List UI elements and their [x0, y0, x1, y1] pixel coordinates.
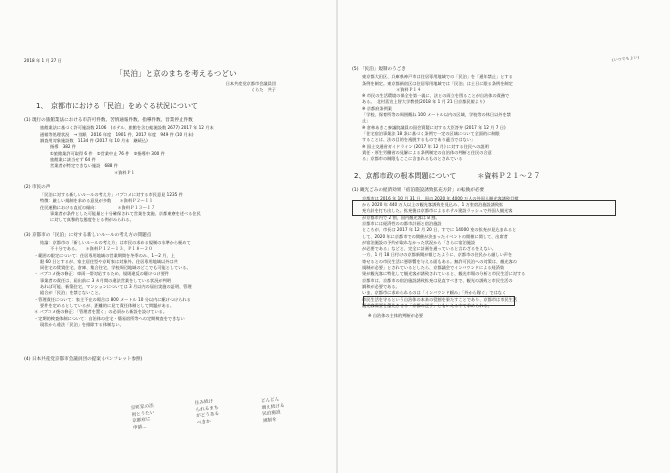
- s3-line: 要件を定めるとしているが、距離的に見て責任体制として問題がある。: [40, 302, 175, 308]
- s5-line: 東京都大田区、兵庫県神戸市は住居専用地域での「民泊」を「通年禁止」とする: [362, 74, 513, 80]
- r1-line: 規制が必要」とされているとしたら、京都議会でインバウンドによる経済効: [362, 265, 505, 271]
- r1-line: ところが、市長は 2017 年 12 月 20 日、すでに 14000 室の拡充が見込まれると: [362, 227, 517, 233]
- r1-line: して、2020 年に京都市での開催が決まったイベントの開催に関して、出席者: [362, 233, 508, 239]
- s3-line: 事業者の責任は、届出前に 3 カ月間の違法営業をしている状況が判明: [40, 277, 171, 283]
- s3-line: 不十分である。 ＊資料Ｐ１２～１３、Ｐ１８～２０: [50, 246, 153, 252]
- s1-line: 営業者が特定できない施設 688 件: [50, 163, 118, 169]
- s2-line: 住民運動における直近の傾向： ＊資料Ｐ１３～１７: [40, 204, 156, 210]
- r1-line: が宿泊施設の予約が取れなかった状況から「さらに宿泊施設: [362, 239, 476, 245]
- section-1-heading: 1、 京都市における「民泊」をめぐる状況について: [36, 102, 198, 111]
- r1-line: 京都市は 2016 年 10 月 31 日、国の 2020 年 4000 万人の外国人観光客誘致目標: [362, 195, 519, 201]
- handwritten-note: どんどん 増え続ける 民泊施設 規制を: [260, 397, 285, 424]
- r1-line: いま、京都市に求められるのは「インバウンド頼み」「外から稼ぐ」ではなく: [362, 290, 507, 296]
- s1-line: 調査用対象施設数 1134 件 (2017 年 10 月末 継続込): [40, 138, 148, 144]
- s3-line: 組合が「民泊」を禁じないこと。: [40, 290, 103, 296]
- s5-line: ※ 倉林あきこ参議院議員の国会質疑に対する大臣答弁 (2017 年 12 月 7 日): [362, 124, 506, 130]
- s1-line: 旅館業法に基づく許可施設数 2106 (ホテル、旅館を含む総施設数 2677) 2017 年 12 月末: [40, 125, 214, 131]
- s5-line: することは、法の目的を逸脱するものであり適当ではない」: [362, 137, 476, 143]
- s3-line: ・定期的検査体制について：自治体の住宅・簡易宿所等への定期検査をできない: [34, 315, 185, 321]
- s3-line: ・範囲の限定について：住居専用地域の営業期間を冬季のみ、1～2 月、上: [34, 252, 175, 258]
- author-name: くらた 共子: [250, 86, 276, 92]
- s2-line: に対して真摯的な態度をとる例がみられる。: [50, 217, 134, 223]
- s2-line: 特徴：厳しい規制を求める意見が多数 ＊資料Ｐ２～１１: [40, 198, 154, 204]
- r1-line: 市民生活を守るという自治体の本来の役割を果たすことであり、京都市は市民生活: [362, 296, 517, 302]
- s2-heading: (2) 市民の声: [24, 184, 51, 190]
- s3-line: あれば可能、新築住宅、マンションについては 3 月以内の届出実施の証明、管理: [40, 284, 192, 290]
- s3-line: 同住宅の賃貸住宅、倉庫、集合住宅、学校周辺地域のどこでも可能としている。: [40, 265, 191, 271]
- s5-ref: ＊資料Ｐ１４: [396, 86, 422, 92]
- s5-line: 「住宅宿泊事業法 18 条に基づく条例で一定の区域について全面的に制限: [362, 130, 500, 136]
- s5-line: ※ 京都府条例案: [362, 105, 392, 111]
- r1-line: 果が観光客に特化して観光客が誘致されていると、観光市場の分析と市民生活に対する: [362, 271, 526, 277]
- s3-heading: (3) 京都市の「民泊」に対する新しいルールの考え方の問題点: [24, 232, 152, 238]
- s2-line: 事業者が条件とした可能量と十分確保されて営業を実施、京都東寮を述べる住民: [50, 211, 201, 217]
- section-2-heading: 2、京都市政の根本問題について ＊資料Ｐ２１～２７: [354, 172, 541, 181]
- highlight-box: [363, 296, 515, 306]
- s5-line: る」京都市の制限もここに含まれるものとされている: [362, 156, 463, 162]
- r1-line: 京都市は、京都市の宿泊施設誘致拡充は見直すべきで、観光の誘致と市民生活の: [362, 277, 513, 283]
- s1-line: 旅館業に該当せず 64 件: [50, 156, 96, 162]
- s4-heading: (4) 日本共産党京都市会議員団の提案 (パンフレット参照): [24, 357, 143, 363]
- s3-line: ・ パブコメ後の修正：車両一帯対応するため、規則違反の駆けつけ要件: [34, 271, 169, 277]
- r1-heading: (1) 観光ごみの経済効果「宿泊施設誘致拡充方針」の転換が必要: [352, 188, 485, 194]
- s3-line: ＊ パブコメ後の修正：「管理者を置く」の必須から新設を設けている。: [34, 309, 168, 315]
- s1-heading: (1) 現行の旅館業法における市許可件数、苦情通報件数、指導件数、営業停止件数: [24, 118, 193, 124]
- s5-heading: (5) 「民泊」規制のうごき: [352, 67, 406, 72]
- r1-line: 調和が必要である。: [362, 283, 400, 289]
- document-title: 「民泊」と京のまちを考えるつどい: [115, 69, 237, 78]
- s3-line: 限 60 日とするが、家主居住型や京町家は対象外。住居専用地域以外は共: [40, 258, 178, 264]
- r1-line: 充方針を打ち出した。拡充後は京都市によるホテル建設ラッシュで外国人観光客: [362, 208, 513, 214]
- handwritten-note: 京町家の活 用とうたい 京都府に 申請…: [130, 403, 155, 431]
- right-page: [338, 0, 670, 473]
- s5-line: 「学校、保育所等の周囲概ね 100 メートル以内の区域、学校等の休日以外を禁: [362, 112, 511, 118]
- handwritten-note: (いつでもよい): [611, 54, 640, 63]
- r1-line: が必要である」などと、完全に計画を通っていると言わざるをえない。: [362, 246, 497, 252]
- s1-line: 指導 382 件: [50, 144, 77, 150]
- r1-line: 一方、1 月 18 日付けの京都新聞が報じたように、京都市の住民から厳しい声を: [362, 252, 513, 258]
- r1-line: 観光客需要を優先させる「京都の逆手」ともいえる中で求められる。: [362, 302, 492, 308]
- s2-line: 「民泊に対する新しいルールの考え方」パブコメに対する市民意見 1235 件: [40, 192, 183, 198]
- s3-line: 現状から違法「民泊」を排除する体制ない。: [40, 321, 124, 327]
- s5-line: ある。 北村喜宣上智大学教授(2018 年 1 月 21 日京都民報より): [362, 99, 485, 105]
- document-date: 2018 年 1 月 27 日: [24, 58, 62, 63]
- s5-line: 責任・厚生労働省の見解による条例制定の自治体の判断と住民の合意: [362, 149, 492, 155]
- r1-line: が京都市内で 2 割、国内観光客は 8 割。: [362, 214, 440, 220]
- r1-line: から 2020 年 440 万人以上の観光客誘致を見込み、1 万室宿泊施設誘致拡: [362, 202, 504, 208]
- s5-line: 条例を制定。東京都新宿区は住居専用地域では「民泊」は土日に限る条例を制定: [362, 80, 513, 86]
- highlight-box: [352, 200, 616, 216]
- s1-ref: ＊資料Ｐ１: [114, 169, 135, 175]
- s5-line: ※ 国土交通省ガイドライン (2017 年 12 月) に対する住民への説明: [362, 143, 489, 149]
- s1-line: 通報等処理状況 → 別紙 2016 年度 1901 件、2017 年度 949 件 (10 月末): [40, 131, 194, 137]
- s5-line: ※ 市民の生活環境の保全を第一義に、法との両立を図ることが自治体の責務で: [362, 93, 510, 99]
- author-org: 日本共産党京都市会議員団: [225, 81, 276, 86]
- s5-line: 止」: [362, 118, 371, 124]
- s1-line: ①旅館業許可取得 6 件 ②営業中止 76 件 ③指導中 300 件: [50, 150, 165, 156]
- handwritten-note: 住み続け られるまち がどうある べきか: [194, 399, 220, 426]
- r1-note: ※ 自治体の主体的判断が必要: [368, 313, 424, 319]
- s3-line: ・管理責任について：家主不在の場合は 800 メートル 10 分以内に駆けつけられる: [34, 296, 191, 302]
- r1-line: 京都市には経済性のの都市計画と宿泊施設: [362, 220, 442, 226]
- s3-line: 結論：京都市の「新しいルールの考え方」は市民の求める規制の水準から極めて: [40, 239, 191, 245]
- r1-line: 寄せるとの市民生活に悪影響を与える面もある。無許可民泊への対策は、観光客の: [362, 258, 517, 264]
